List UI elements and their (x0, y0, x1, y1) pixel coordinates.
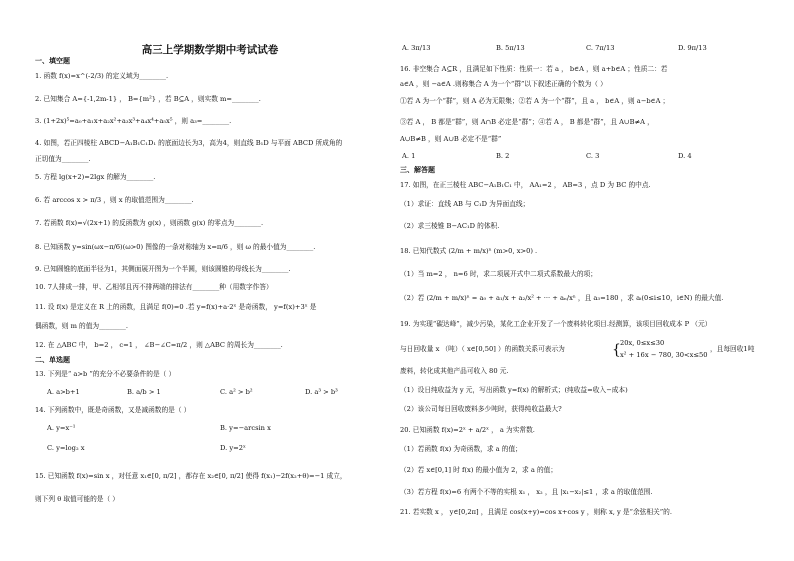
question-11: 11. 设 f(x) 是定义在 R 上的函数，且满足 f(0)=0 .若 y=f(x)+a·2ˣ 是奇函数， y=f(x)+3ˣ 是 (35, 303, 317, 311)
question-19-part-2: （2）该公司每日回收废料多少吨时，获得纯收益最大? (400, 405, 562, 413)
question-2: 2. 已知集合 A={-1,2m-1} ， B={m²} ，若 B⊆A ，则实数 m=________. (35, 95, 261, 103)
question-4: 4. 如图，若正四棱柱 ABCD−A₁B₁C₁D₁ 的底面边长为3，高为4，则直线 B₁D 与平面 ABCD 所成角的 (35, 139, 343, 147)
question-17-part-1: （1）求证：直线 AB 与 C₁D 为异面直线； (400, 200, 530, 208)
question-5: 5. 方程 lg(x+2)=2lgx 的解为________. (35, 173, 156, 181)
question-18-part-1: （1）当 m=2 ， n=6 时，求二项展开式中二项式系数最大的项； (400, 270, 597, 278)
question-19-text: 与日回收量 x （吨）（ x∈[0,50] ）的函数关系可表示为 (400, 345, 565, 353)
question-16: 16. 非空集合 A⊆R ，且满足如下性质：性质一：若 a ， b∈A ，则 a+b∈A ；性质二：若 (400, 65, 668, 73)
question-16-statements-2: ③若 A ， B 都是“群”，则 A∩B 必定是“群”；④若 A ， B 都是“群”，且 A∪B≠A ， (400, 118, 654, 126)
question-19-cont (400, 345, 565, 354)
question-15-option-b: B. 5π/13 (496, 44, 525, 52)
question-1: 1. 函数 f(x)=x^(-2/3) 的定义域为________. (35, 72, 169, 80)
section-solutions: 三、解答题 (400, 166, 435, 174)
question-19-cont-2: 废料，转化成其他产品可收入 80 元. (400, 367, 509, 375)
question-6: 6. 若 arccos x > π/3 ，则 x 的取值范围为________. (35, 196, 194, 204)
question-9: 9. 已知圆锥的底面半径为1，其侧面展开图为一个半圆，则该圆锥的母线长为________. (35, 265, 291, 273)
question-18-part-2: （2）若 (2/m + m/x)ⁿ = a₀ + a₁/x + a₂/x² + ··· + aₙ/xⁿ ，且 a₃=180 ，求 aᵢ(0≤i≤10，i∈N) 的最大值. (400, 294, 724, 302)
exam-title: 高三上学期数学期中考试试卷 (141, 44, 279, 56)
piecewise-line-1: 20x, 0≤x≤30 (620, 339, 665, 347)
piecewise-brace: { (612, 342, 621, 358)
question-15-option-c: C. 7π/13 (586, 44, 615, 52)
question-15-cont: 则下列 θ 取值可能的是（ ） (35, 495, 119, 503)
piecewise-line-2: x² + 16x − 780, 30<x≤50 (620, 351, 708, 359)
question-14: 14. 下列函数中，既是奇函数，又是减函数的是（ ） (35, 406, 191, 414)
question-13-option-a: A. a>b+1 (47, 388, 80, 396)
question-12: 12. 在 △ABC 中， b=2 ， c=1 ， ∠B−∠C=π/2 ，则 △ABC 的周长为________. (35, 341, 283, 349)
question-20-part-3: （3）若方程 f(x)=6 有两个不等的实根 x₁ ， x₂ ，且 |x₁−x₂|≤1 ，求 a 的取值范围. (400, 488, 653, 496)
question-19: 19. 为实现“碳达峰”，减少污染，某化工企业开发了一个废料转化项目.经测算，该项目回收成本 P （元） (400, 320, 712, 328)
question-14-option-b: B. y=−arcsin x (220, 424, 271, 432)
question-19-part-1: （1）设日纯收益为 y 元，写出函数 y=f(x) 的解析式；(纯收益=收入−成本) (400, 386, 628, 394)
question-7: 7. 若函数 f(x)=√(2x+1) 的反函数为 g(x) ，则函数 g(x) 的零点为________. (35, 219, 264, 227)
question-13-option-c: C. a² > b² (220, 388, 253, 396)
question-3: 3. (1+2x)⁵=a₀+a₁x+a₂x²+a₃x³+a₄x⁴+a₅x⁵ ，则 a₃=________. (35, 117, 232, 125)
question-8: 8. 已知函数 y=sin(ωx−π/6)(ω>0) 图像的一条对称轴为 x=π/6 ，则 ω 的最小值为________. (35, 243, 316, 251)
question-10: 10. 7人排成一排，甲、乙相邻且丙不排两端的排法有________种（用数字作答） (35, 283, 273, 291)
question-20-part-1: （1）若函数 f(x) 为奇函数，求 a 的值； (400, 445, 522, 453)
question-16-option-c: C. 3 (586, 152, 600, 160)
question-16-option-d: D. 4 (678, 152, 692, 160)
question-20-part-2: （2）若 x∈[0,1] 时 f(x) 的最小值为 2，求 a 的值； (400, 466, 558, 474)
question-15: 15. 已知函数 f(x)=sin x ，对任意 x₁∈[0, π/2] ，都存在 x₂∈[0, π/2] 使得 f(x₁)−2f(x₂+θ)=−1 成立， (35, 472, 347, 480)
question-17-part-2: （2）求三棱锥 B−AC₁D 的体积. (400, 222, 500, 230)
section-fill-in: 一、填空题 (35, 57, 70, 65)
question-4-cont: 正切值为________. (35, 155, 91, 163)
question-15-option-d: D. 9π/13 (678, 44, 707, 52)
question-13: 13. 下列是“ a>b ”的充分不必要条件的是（ ） (35, 370, 176, 378)
question-16-option-b: B. 2 (496, 152, 510, 160)
question-13-option-d: D. a³ > b³ (305, 388, 338, 396)
question-14-option-d: D. y=2ˣ (220, 444, 246, 452)
question-16-cont: a∈A ，则 −a∈A .则称集合 A 为一个“群”以下叙述正确的个数为（ ） (400, 80, 607, 88)
question-16-statements-3: A∪B≠B ，则 A∪B 必定不是“群” (400, 135, 502, 143)
question-16-statements-1: ①若 A 为一个“群”，则 A 必为无限集；②若 A 为一个“群”，且 a ， b∈A ，则 a−b∈A ； (400, 97, 670, 105)
question-20: 20. 已知函数 f(x)=2ˣ + a/2ˣ ， a 为实常数. (400, 426, 535, 434)
question-15-option-a: A. 3π/13 (402, 44, 431, 52)
question-16-option-a: A. 1 (402, 152, 416, 160)
question-14-option-c: C. y=log₂ x (47, 444, 85, 452)
section-single-choice: 二、单选题 (35, 356, 70, 364)
question-21: 21. 若实数 x ， y∈[0,2π] ，且满足 cos(x+y)=cos x+cos y ，则称 x, y 是“余弦相关”的. (400, 508, 672, 516)
question-14-option-a: A. y=x⁻¹ (47, 424, 76, 432)
question-18: 18. 已知代数式 (2/m + m/x)ⁿ (m>0, x>0) . (400, 247, 538, 255)
question-17: 17. 如图，在正三棱柱 ABC−A₁B₁C₁ 中， AA₁=2 ， AB=3 ，点 D 为 BC 的中点. (400, 181, 651, 189)
question-13-option-b: B. a/b > 1 (127, 388, 161, 396)
question-19-tail: ，且每回收1吨 (710, 345, 755, 353)
question-11-cont: 偶函数，则 m 的值为________. (35, 322, 128, 330)
